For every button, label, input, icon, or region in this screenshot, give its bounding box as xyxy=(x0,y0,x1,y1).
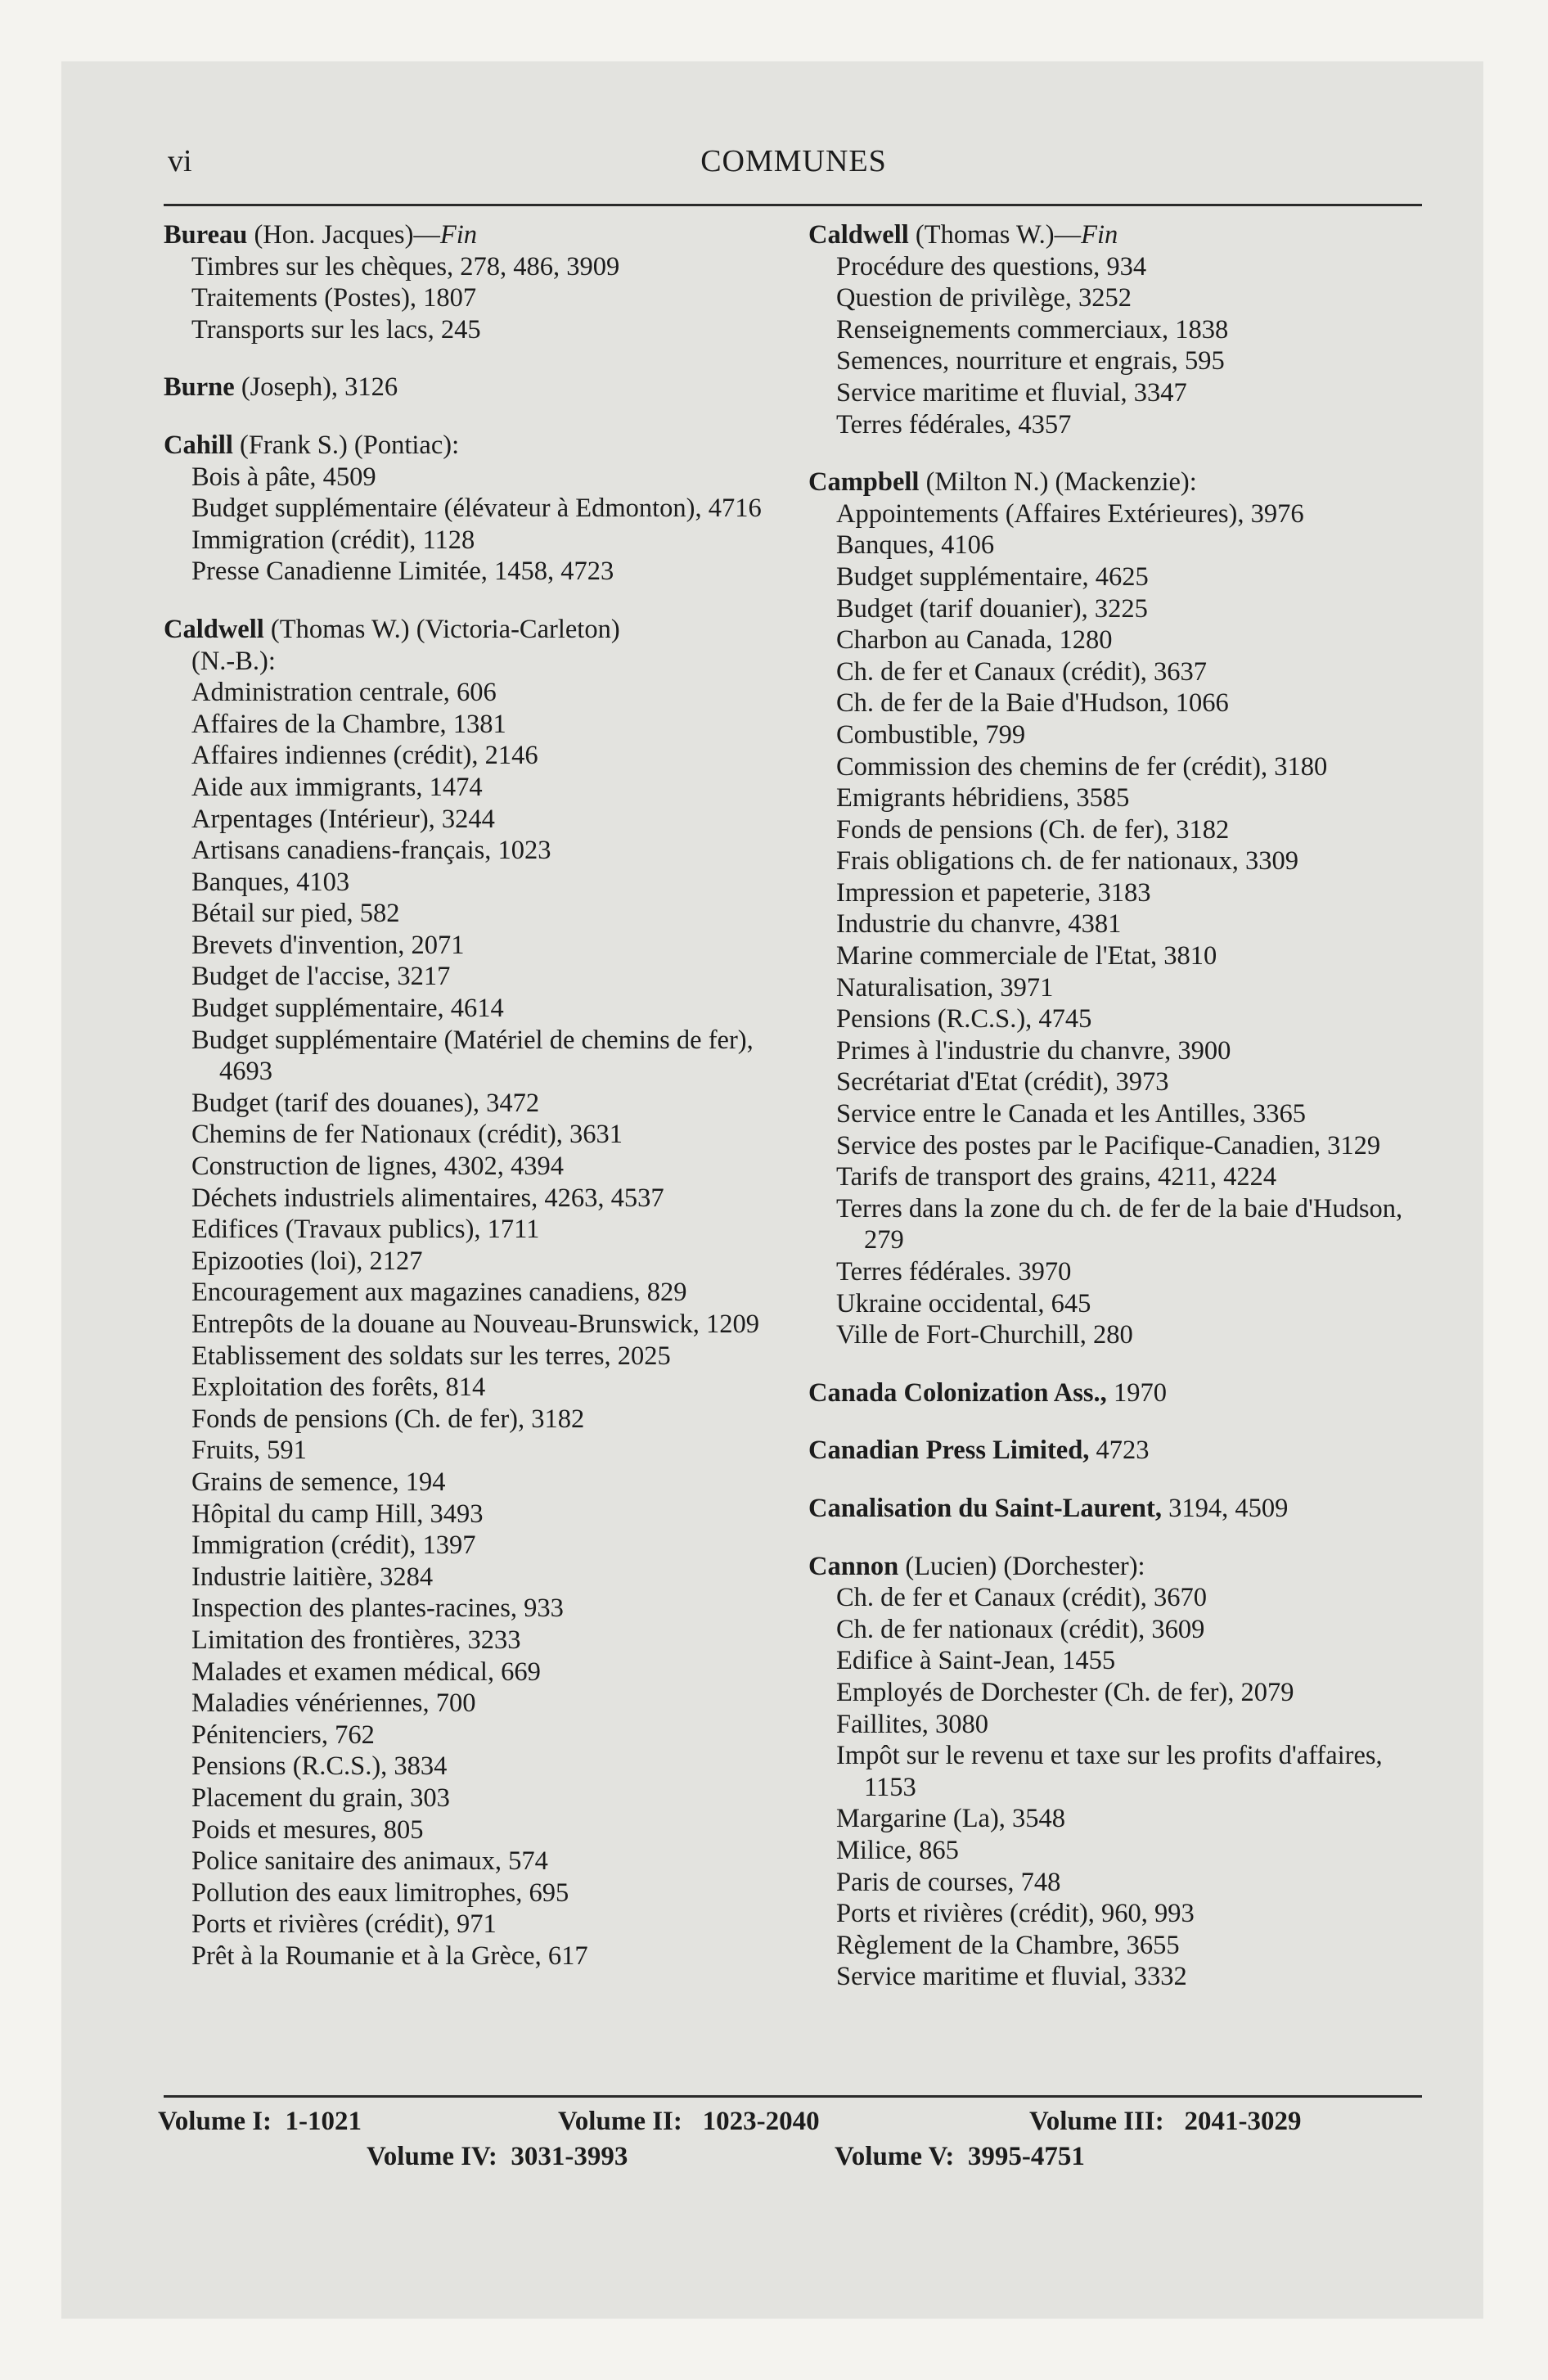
subentry: Naturalisation, 3971 xyxy=(836,972,1054,1003)
subentry: Encouragement aux magazines canadiens, 829 xyxy=(191,1278,687,1308)
subentry: Combustible, 799 xyxy=(836,719,1026,750)
subentry: Artisans canadiens-français, 1023 xyxy=(191,836,551,866)
volume-range: 2041-3029 xyxy=(1184,2107,1302,2136)
entry-headword: Canalisation du Saint-Laurent, xyxy=(808,1493,1162,1523)
subentry: Marine commerciale de l'Etat, 3810 xyxy=(836,941,1217,971)
subentry: Banques, 4103 xyxy=(191,867,350,897)
entry-headword: Cannon xyxy=(808,1551,899,1581)
subentry: Affaires indiennes (crédit), 2146 xyxy=(191,741,538,771)
subentry: Brevets d'invention, 2071 xyxy=(191,930,465,960)
subentry: Ports et rivières (crédit), 960, 993 xyxy=(836,1899,1195,1929)
entry-headword: Bureau xyxy=(164,220,248,250)
subentry: Budget (tarif douanier), 3225 xyxy=(836,593,1148,624)
entry-qualifier: (Thomas W.) (Victoria-Carleton) xyxy=(263,614,620,644)
volume-4 xyxy=(367,2142,628,2172)
volume-label: Volume I: xyxy=(158,2107,272,2136)
subentry: Margarine (La), 3548 xyxy=(836,1804,1066,1834)
subentry: Primes à l'industrie du chanvre, 3900 xyxy=(836,1035,1231,1066)
subentry: Ville de Fort-Churchill, 280 xyxy=(836,1320,1133,1350)
entry-heading xyxy=(808,1551,1430,1583)
entry-heading xyxy=(164,372,779,403)
subentry: Pollution des eaux limitrophes, 695 xyxy=(191,1877,569,1908)
volume-1 xyxy=(158,2107,362,2137)
subentry: Transports sur les lacs, 245 xyxy=(191,314,481,345)
subentry: Poids et mesures, 805 xyxy=(191,1814,424,1845)
index-column-left xyxy=(164,219,779,1998)
subentry: Charbon au Canada, 1280 xyxy=(836,625,1113,656)
subentry: Ch. de fer nationaux (crédit), 3609 xyxy=(836,1614,1205,1644)
subentry: Hôpital du camp Hill, 3493 xyxy=(191,1499,484,1529)
subentry: Terres fédérales, 4357 xyxy=(836,409,1072,439)
volume-3 xyxy=(1029,2107,1301,2137)
subentry: Budget supplémentaire, 4625 xyxy=(836,561,1149,592)
subentry: Déchets industriels alimentaires, 4263, 4537 xyxy=(191,1183,664,1213)
subentry: Procédure des questions, 934 xyxy=(836,251,1147,282)
subentry: Ports et rivières (crédit), 971 xyxy=(191,1909,497,1940)
footer-rule xyxy=(164,2095,1422,2098)
subentry: Aide aux immigrants, 1474 xyxy=(191,772,483,802)
subentry: Service des postes par le Pacifique-Canadien, 3129 xyxy=(836,1130,1381,1161)
subentry: Industrie laitière, 3284 xyxy=(191,1562,434,1592)
entry-qualifier: (Milton N.) (Mackenzie): xyxy=(919,467,1197,498)
entry-qualifier: 3194, 4509 xyxy=(1161,1493,1289,1523)
index-entry xyxy=(808,219,1430,440)
volume-label: Volume IV: xyxy=(367,2142,497,2171)
entry-heading xyxy=(808,1377,1430,1409)
subentry: Limitation des frontières, 3233 xyxy=(191,1625,521,1655)
entry-headword: Caldwell xyxy=(808,220,909,250)
subentry: Malades et examen médical, 669 xyxy=(191,1657,541,1687)
subentry: Construction de lignes, 4302, 4394 xyxy=(191,1152,564,1182)
subentry: Secrétariat d'Etat (crédit), 3973 xyxy=(836,1067,1169,1098)
entry-qualifier: (Frank S.) (Pontiac): xyxy=(232,430,460,460)
subentry: Impression et papeterie, 3183 xyxy=(836,877,1151,908)
subentry: Epizooties (loi), 2127 xyxy=(191,1246,423,1276)
subentry: Banques, 4106 xyxy=(836,530,995,561)
subentry: Entrepôts de la douane au Nouveau-Brunswick, 1209 xyxy=(191,1309,760,1339)
subentry: Affaires de la Chambre, 1381 xyxy=(191,709,506,739)
volume-label: Volume III: xyxy=(1029,2107,1164,2136)
volume-range: 3995-4751 xyxy=(967,2142,1085,2171)
subentry: Terres fédérales. 3970 xyxy=(836,1257,1072,1287)
subentry: Semences, nourriture et engrais, 595 xyxy=(836,346,1225,376)
index-entry xyxy=(808,1551,1430,1993)
subentry: Immigration (crédit), 1128 xyxy=(191,525,475,555)
entry-heading xyxy=(808,1435,1430,1467)
subentry: Etablissement des soldats sur les terres, 2025 xyxy=(191,1341,671,1371)
subentry: Ch. de fer de la Baie d'Hudson, 1066 xyxy=(836,688,1229,719)
subentry: Exploitation des forêts, 814 xyxy=(191,1373,486,1403)
entry-qualifier: 4723 xyxy=(1089,1436,1150,1466)
volume-range: 1023-2040 xyxy=(702,2107,820,2136)
volume-label: Volume V: xyxy=(835,2142,955,2171)
volume-label: Volume II: xyxy=(558,2107,682,2136)
subentry: Tarifs de transport des grains, 4211, 4224 xyxy=(836,1162,1277,1192)
entry-continuation-mark: Fin xyxy=(439,220,478,250)
index-entry xyxy=(164,430,779,588)
subentry: Inspection des plantes-racines, 933 xyxy=(191,1593,564,1624)
entry-headword: Cahill xyxy=(164,430,233,460)
subentry: Immigration (crédit), 1397 xyxy=(191,1530,476,1561)
subentry: Chemins de fer Nationaux (crédit), 3631 xyxy=(191,1120,623,1150)
entry-qualifier: (Lucien) (Dorchester): xyxy=(898,1551,1145,1581)
subentry: Milice, 865 xyxy=(836,1835,959,1865)
entry-qualifier: (Joseph), 3126 xyxy=(234,372,398,403)
index-entry xyxy=(808,1493,1430,1525)
index-entry xyxy=(164,372,779,403)
subentry: Frais obligations ch. de fer nationaux, 3309 xyxy=(836,846,1299,877)
subentry: Terres dans la zone du ch. de fer de la baie d'Hudson, 279 xyxy=(836,1193,1403,1255)
entry-qualifier: (Hon. Jacques)— xyxy=(247,220,440,250)
entry-headword: Burne xyxy=(164,372,235,403)
entry-continuation-mark: Fin xyxy=(1081,220,1118,250)
subentry: Placement du grain, 303 xyxy=(191,1783,450,1813)
subentry: Budget supplémentaire, 4614 xyxy=(191,994,504,1024)
subentry: Budget supplémentaire (élévateur à Edmonton), 4716 xyxy=(191,494,762,524)
entry-heading xyxy=(164,430,779,462)
subentry: Timbres sur les chèques, 278, 486, 3909 xyxy=(191,251,620,282)
entry-headword: Caldwell xyxy=(164,614,264,644)
subentry: Arpentages (Intérieur), 3244 xyxy=(191,804,495,834)
subentry: Pensions (R.C.S.), 3834 xyxy=(191,1751,448,1782)
subentry: Bétail sur pied, 582 xyxy=(191,899,400,929)
subentry: Administration centrale, 606 xyxy=(191,678,497,708)
subentry: Ch. de fer et Canaux (crédit), 3670 xyxy=(836,1583,1208,1613)
subentry: Edifice à Saint-Jean, 1455 xyxy=(836,1646,1116,1676)
volume-2 xyxy=(558,2107,820,2137)
volume-range: 1-1021 xyxy=(285,2107,362,2136)
entry-heading xyxy=(164,614,779,677)
subentry: Question de privilège, 3252 xyxy=(836,283,1132,313)
entry-heading xyxy=(808,1493,1430,1525)
subentry: Budget de l'accise, 3217 xyxy=(191,962,451,992)
entry-heading xyxy=(808,219,1430,251)
entry-heading-continued: (N.-B.): xyxy=(191,646,276,676)
entry-headword: Canadian Press Limited, xyxy=(808,1436,1090,1466)
page-number: vi xyxy=(168,144,192,178)
subentry: Emigrants hébridiens, 3585 xyxy=(836,783,1130,814)
subentry: Ukraine occidental, 645 xyxy=(836,1288,1091,1318)
entry-qualifier: (Thomas W.)— xyxy=(908,220,1082,250)
subentry: Bois à pâte, 4509 xyxy=(191,462,376,492)
subentry: Edifices (Travaux publics), 1711 xyxy=(191,1215,540,1245)
subentry: Traitements (Postes), 1807 xyxy=(191,283,477,313)
volume-5 xyxy=(835,2142,1085,2172)
entry-heading xyxy=(164,219,779,251)
subentry: Pénitenciers, 762 xyxy=(191,1720,375,1750)
entry-headword: Canada Colonization Ass., xyxy=(808,1377,1107,1408)
subentry: Service entre le Canada et les Antilles, 3365 xyxy=(836,1099,1306,1129)
subentry: Police sanitaire des animaux, 574 xyxy=(191,1846,548,1877)
subentry: Fonds de pensions (Ch. de fer), 3182 xyxy=(836,814,1230,845)
subentry: Fonds de pensions (Ch. de fer), 3182 xyxy=(191,1404,585,1434)
subentry: Faillites, 3080 xyxy=(836,1709,988,1739)
subentry: Impôt sur le revenu et taxe sur les profits d'affaires, 1153 xyxy=(836,1741,1383,1802)
subentry: Presse Canadienne Limitée, 1458, 4723 xyxy=(191,557,614,587)
subentry: Industrie du chanvre, 4381 xyxy=(836,909,1122,940)
subentry: Budget supplémentaire (Matériel de chemins de fer), 4693 xyxy=(191,1025,754,1087)
subentry: Pensions (R.C.S.), 4745 xyxy=(836,1004,1092,1034)
index-entry xyxy=(808,1377,1430,1409)
subentry: Appointements (Affaires Extérieures), 3976 xyxy=(836,498,1304,529)
subentry: Commission des chemins de fer (crédit), 3180 xyxy=(836,751,1328,782)
page-header xyxy=(168,143,1420,192)
entry-heading xyxy=(808,467,1430,498)
subentry: Ch. de fer et Canaux (crédit), 3637 xyxy=(836,656,1208,687)
entry-qualifier: 1970 xyxy=(1106,1377,1167,1408)
index-column-right xyxy=(808,219,1430,2019)
subentry: Règlement de la Chambre, 3655 xyxy=(836,1930,1180,1960)
index-entry xyxy=(808,1435,1430,1467)
header-rule xyxy=(164,204,1422,206)
index-entry xyxy=(808,467,1430,1351)
subentry: Paris de courses, 748 xyxy=(836,1867,1061,1897)
volume-range: 3031-3993 xyxy=(511,2142,628,2171)
subentry: Fruits, 591 xyxy=(191,1436,307,1466)
subentry: Budget (tarif des douanes), 3472 xyxy=(191,1088,540,1118)
index-entry xyxy=(164,219,779,345)
subentry: Service maritime et fluvial, 3347 xyxy=(836,377,1187,408)
subentry: Maladies vénériennes, 700 xyxy=(191,1688,476,1719)
entry-headword: Campbell xyxy=(808,467,920,498)
running-title: COMMUNES xyxy=(700,144,887,178)
subentry: Employés de Dorchester (Ch. de fer), 2079 xyxy=(836,1677,1294,1707)
subentry: Service maritime et fluvial, 3332 xyxy=(836,1962,1187,1992)
subentry: Prêt à la Roumanie et à la Grèce, 617 xyxy=(191,1941,588,1971)
index-entry xyxy=(164,614,779,1972)
subentry: Renseignements commerciaux, 1838 xyxy=(836,314,1229,345)
subentry: Grains de semence, 194 xyxy=(191,1467,446,1497)
